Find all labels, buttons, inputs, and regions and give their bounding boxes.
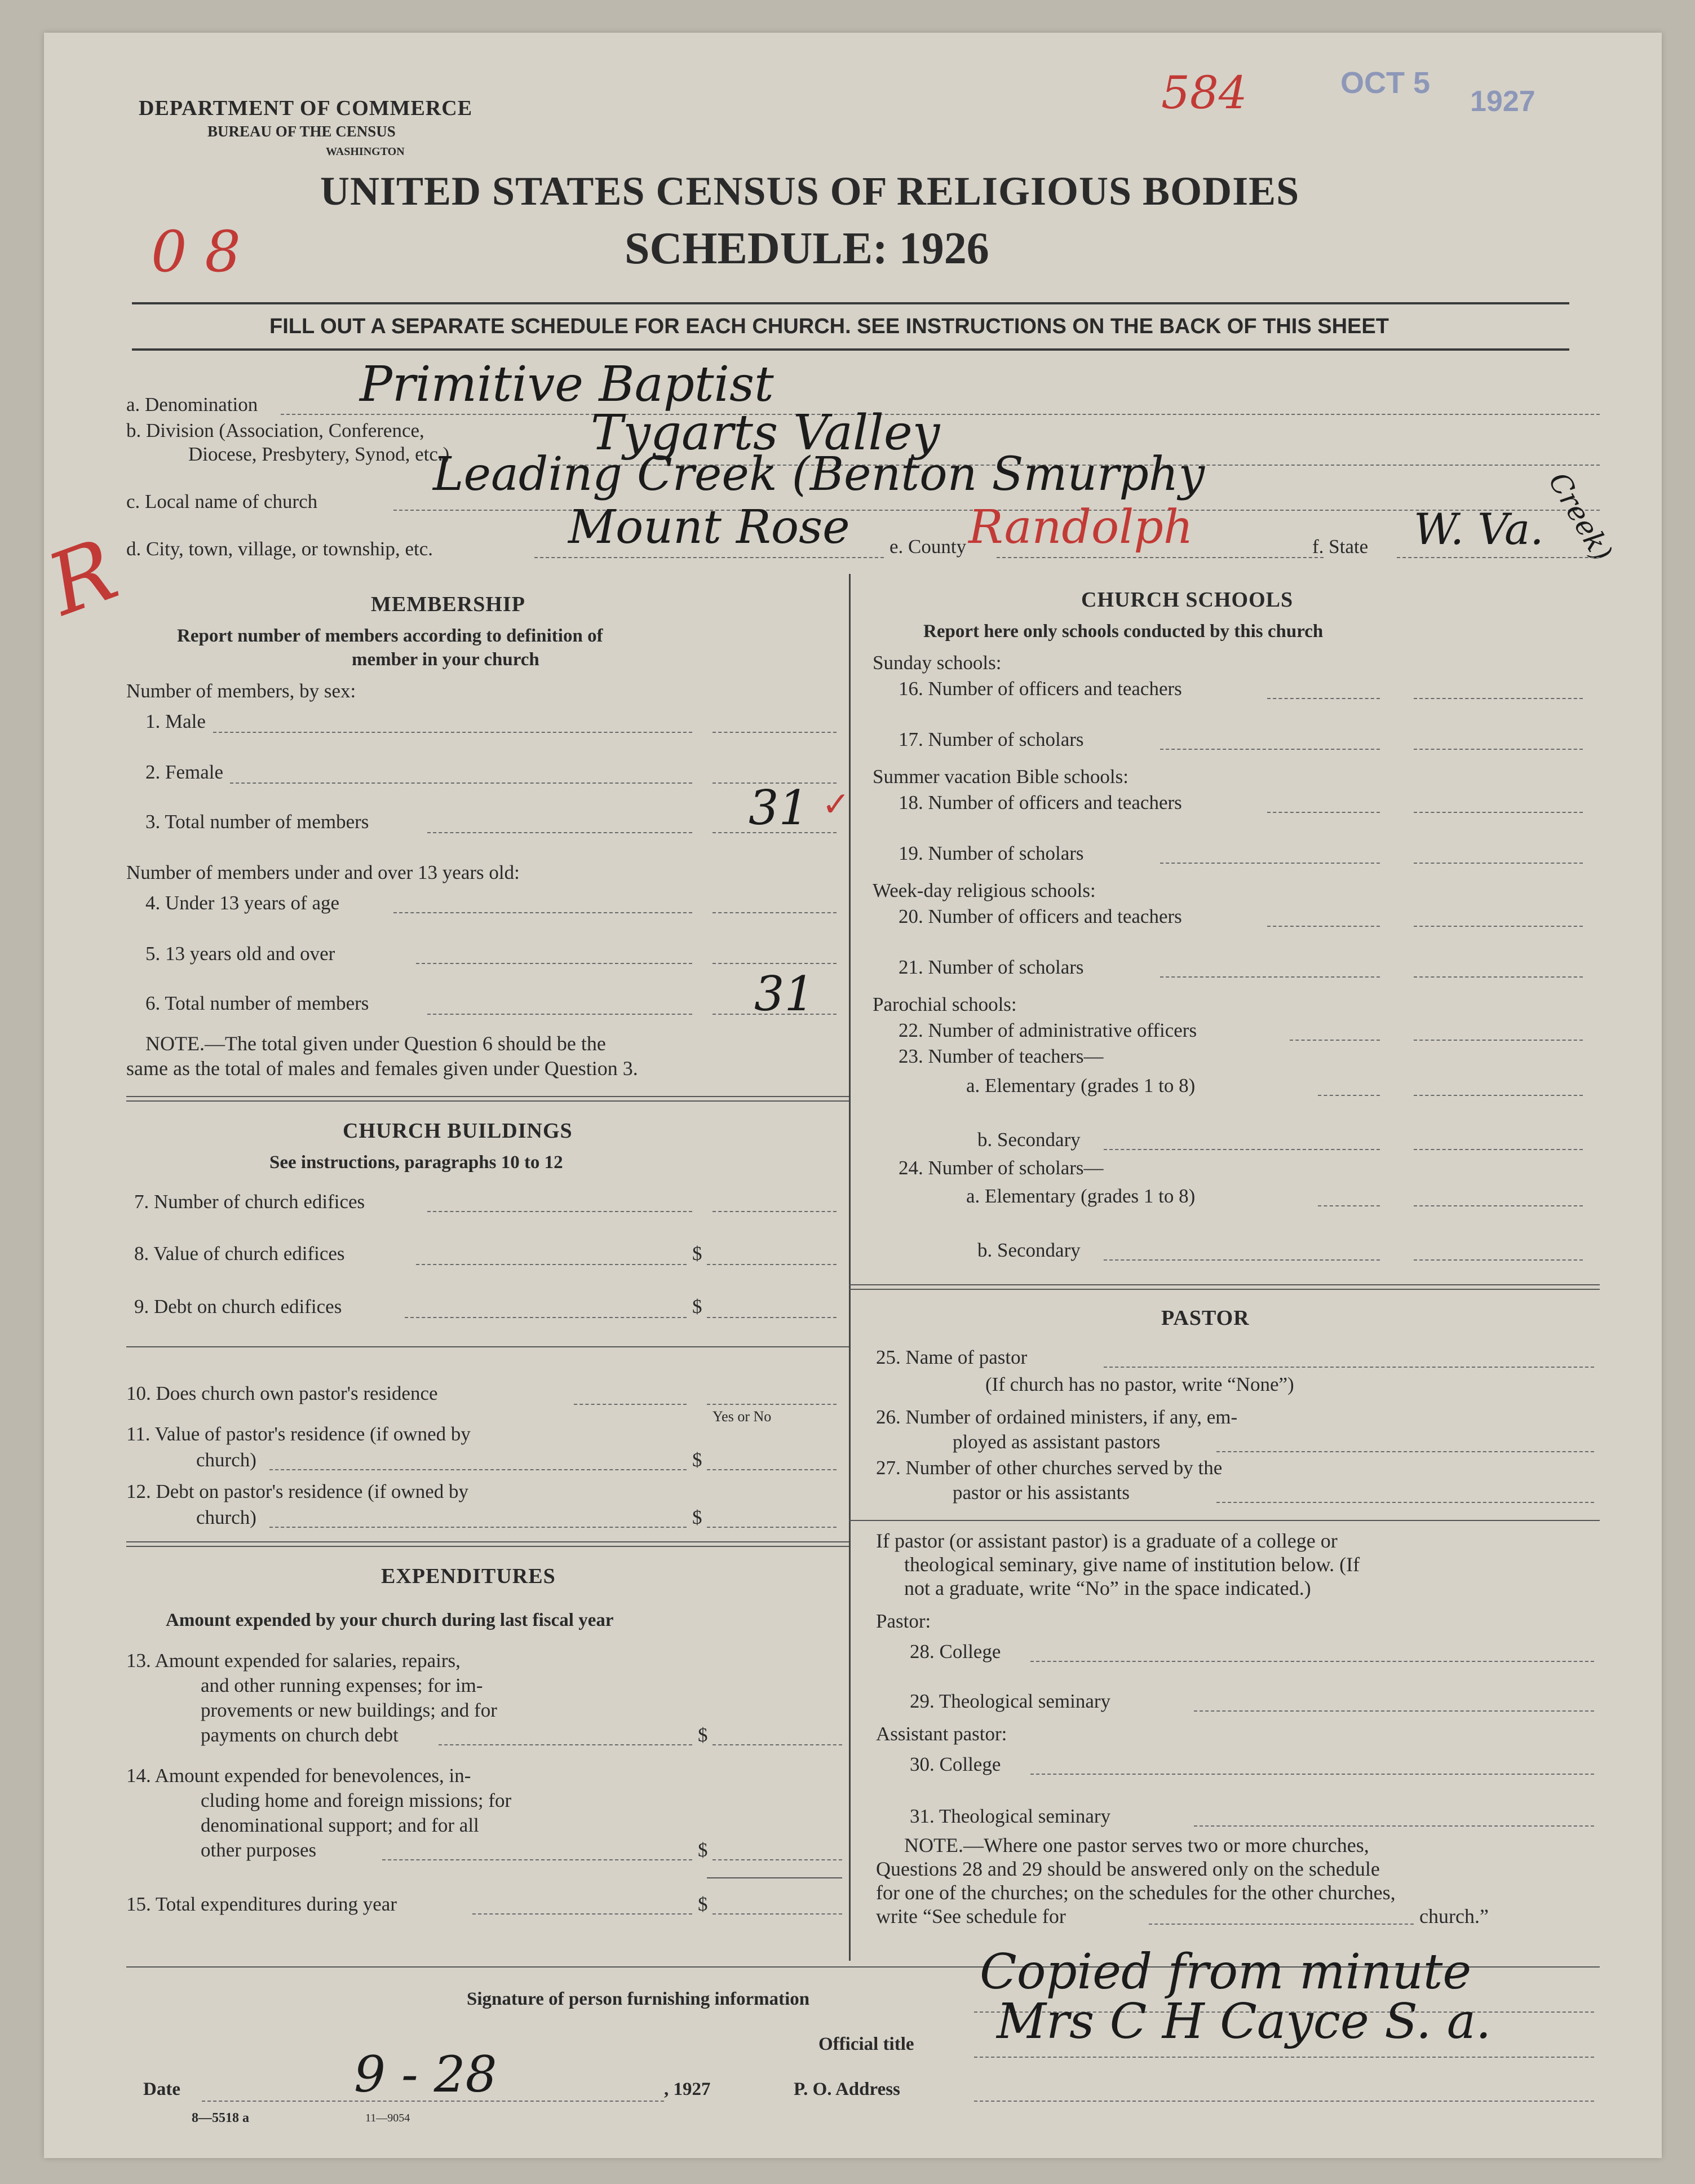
scholars-secondary-label: b. Secondary	[977, 1239, 1081, 1261]
membership-rule-double	[126, 1100, 849, 1102]
total-expenditures-dollar: $	[698, 1893, 708, 1915]
pastor-seminary-line[interactable]	[1194, 1710, 1594, 1712]
date-stamp: OCT 5	[1340, 66, 1431, 100]
benevolences-label-4: other purposes	[201, 1839, 317, 1861]
summer-officers-dots	[1267, 812, 1380, 813]
buildings-rule-double	[126, 1546, 849, 1547]
membership-note: NOTE.—The total given under Question 6 should be the	[145, 1032, 606, 1055]
pastor-note-2: Questions 28 and 29 should be answered only on the schedule	[876, 1858, 1380, 1880]
total-expenditures-field[interactable]	[712, 1913, 842, 1915]
expenditures-sum-rule	[707, 1877, 842, 1878]
weekday-officers-label: 20. Number of officers and teachers	[899, 905, 1182, 927]
total-members-label: 3. Total number of members	[145, 811, 369, 833]
schedule-title: SCHEDULE: 1926	[625, 224, 989, 273]
under-13-field[interactable]	[712, 912, 837, 913]
po-address-line[interactable]	[974, 2101, 1594, 2102]
total-members-age-label: 6. Total number of members	[145, 992, 369, 1014]
weekday-officers-dots	[1267, 926, 1380, 927]
schools-subtitle: Report here only schools conducted by this church	[923, 621, 1324, 642]
census-schedule-sheet	[36, 33, 1662, 2158]
assistant-seminary-label: 31. Theological seminary	[910, 1805, 1111, 1827]
edifice-value-dots	[416, 1264, 687, 1265]
residence-debt-field[interactable]	[707, 1527, 837, 1528]
county-label: e. County	[889, 536, 967, 558]
summer-scholars-field[interactable]	[1414, 863, 1583, 864]
sunday-officers-dots	[1267, 698, 1380, 699]
pastor-seminary-label: 29. Theological seminary	[910, 1690, 1111, 1712]
denomination-value[interactable]: Primitive Baptist	[360, 356, 774, 413]
running-expenses-label-4: payments on church debt	[201, 1724, 399, 1746]
weekday-officers-field[interactable]	[1414, 926, 1583, 927]
sunday-schools-label: Sunday schools:	[873, 652, 1002, 674]
buildings-mid-rule	[126, 1346, 849, 1347]
parochial-schools-label: Parochial schools:	[873, 993, 1017, 1015]
official-title-label: Official title	[818, 2034, 914, 2054]
pastor-name-line[interactable]	[1104, 1367, 1594, 1368]
instruction-banner: FILL OUT A SEPARATE SCHEDULE FOR EACH CHURCH. SEE INSTRUCTIONS ON THE BACK OF THIS SHEET	[269, 315, 1389, 338]
male-field[interactable]	[712, 732, 837, 733]
over-13-field[interactable]	[712, 963, 837, 964]
parochial-admin-dots	[1290, 1040, 1380, 1041]
bureau-city: WASHINGTON	[326, 145, 405, 158]
by-sex-label: Number of members, by sex:	[126, 680, 356, 702]
residence-own-label: 10. Does church own pastor's residence	[126, 1382, 438, 1404]
date-value[interactable]: 9 - 28	[354, 2045, 497, 2103]
membership-note-cont: same as the total of males and females given under Question 3.	[126, 1057, 638, 1080]
edifice-count-field[interactable]	[712, 1211, 837, 1212]
other-churches-line[interactable]	[1216, 1502, 1594, 1503]
schools-rule-double	[849, 1289, 1600, 1290]
benevolences-field[interactable]	[712, 1859, 842, 1860]
sunday-scholars-label: 17. Number of scholars	[899, 728, 1084, 750]
teachers-elementary-field[interactable]	[1414, 1095, 1583, 1096]
pastor-college-label: 28. College	[910, 1641, 1001, 1663]
print-number: 11—9054	[365, 2112, 410, 2124]
parochial-admin-label: 22. Number of administrative officers	[899, 1019, 1197, 1041]
pastor-note-5: church.”	[1419, 1905, 1489, 1927]
denomination-line	[281, 414, 1600, 415]
sunday-officers-label: 16. Number of officers and teachers	[899, 678, 1182, 700]
header-rule-bottom	[132, 348, 1569, 351]
edifice-debt-label: 9. Debt on church edifices	[134, 1296, 342, 1318]
summer-officers-label: 18. Number of officers and teachers	[899, 792, 1182, 814]
parochial-scholars-label: 24. Number of scholars—	[899, 1157, 1104, 1179]
assistant-ministers-label-cont: ployed as assistant pastors	[953, 1431, 1161, 1453]
benevolences-label: 14. Amount expended for benevolences, in-	[126, 1765, 471, 1787]
teachers-secondary-label: b. Secondary	[977, 1129, 1081, 1151]
see-schedule-line[interactable]	[1149, 1924, 1414, 1925]
signature-value[interactable]: Copied from minute	[980, 1944, 1472, 2000]
buildings-subtitle: See instructions, paragraphs 10 to 12	[269, 1152, 563, 1173]
scholars-elementary-label: a. Elementary (grades 1 to 8)	[966, 1185, 1196, 1207]
department-name: DEPARTMENT OF COMMERCE	[139, 96, 473, 120]
edifice-value-field[interactable]	[707, 1264, 837, 1265]
total-members-age-dots	[427, 1014, 692, 1015]
teachers-secondary-dots	[1104, 1149, 1380, 1150]
assistant-pastor-subheading: Assistant pastor:	[876, 1723, 1007, 1745]
other-churches-label: 27. Number of other churches served by the	[876, 1457, 1223, 1479]
edifice-debt-dots	[405, 1317, 687, 1318]
under-13-dots	[393, 912, 692, 913]
local-name-note: Creek)	[1542, 467, 1619, 567]
residence-value-dots	[269, 1469, 687, 1470]
female-dots	[230, 782, 692, 784]
over-13-label: 5. 13 years old and over	[145, 943, 335, 965]
benevolences-dollar: $	[698, 1839, 708, 1861]
residence-value-field[interactable]	[707, 1469, 837, 1470]
expenditures-subtitle: Amount expended by your church during last fiscal year	[166, 1610, 614, 1630]
scholars-elementary-field[interactable]	[1414, 1205, 1583, 1206]
running-expenses-dollar: $	[698, 1724, 708, 1746]
division-label: b. Division (Association, Conference,	[126, 419, 424, 441]
graduate-note: If pastor (or assistant pastor) is a graduate of a college or	[876, 1529, 1338, 1552]
weekday-scholars-field[interactable]	[1414, 976, 1583, 978]
teachers-elementary-label: a. Elementary (grades 1 to 8)	[966, 1075, 1196, 1097]
total-expenditures-dots	[472, 1913, 692, 1915]
residence-debt-dots	[269, 1527, 687, 1528]
form-title: UNITED STATES CENSUS OF RELIGIOUS BODIES	[320, 169, 1300, 214]
weekday-schools-label: Week-day religious schools:	[873, 879, 1096, 901]
edifice-value-dollar: $	[692, 1243, 702, 1265]
summer-officers-field[interactable]	[1414, 812, 1583, 813]
residence-value-label: 11. Value of pastor's residence (if owned by	[126, 1423, 471, 1445]
membership-subtitle: Report number of members according to definition of	[177, 626, 603, 646]
local-name-value[interactable]: Leading Creek (Benton Smurphy	[433, 448, 1205, 501]
scholars-elementary-dots	[1318, 1205, 1380, 1206]
parochial-teachers-label: 23. Number of teachers—	[899, 1045, 1104, 1067]
edifice-value-label: 8. Value of church edifices	[134, 1243, 345, 1265]
pastor-college-line[interactable]	[1030, 1661, 1594, 1662]
red-number-annotation: 584	[1161, 67, 1247, 119]
city-label: d. City, town, village, or township, etc.	[126, 538, 433, 560]
graduate-note-2: theological seminary, give name of institution below. (If	[904, 1553, 1360, 1576]
parochial-admin-field[interactable]	[1414, 1040, 1583, 1041]
division-value[interactable]: Tygarts Valley	[591, 405, 940, 461]
summer-scholars-dots	[1160, 863, 1380, 864]
scholars-secondary-field[interactable]	[1414, 1259, 1583, 1261]
edifice-debt-field[interactable]	[707, 1317, 837, 1318]
assistant-ministers-label: 26. Number of ordained ministers, if any, em-	[876, 1406, 1238, 1428]
benevolences-label-2: cluding home and foreign missions; for	[201, 1789, 512, 1811]
pastor-note: NOTE.—Where one pastor serves two or more churches,	[904, 1834, 1369, 1856]
benevolences-label-3: denominational support; and for all	[201, 1814, 479, 1836]
signature-label: Signature of person furnishing information	[467, 1989, 810, 2009]
pastor-name-note: (If church has no pastor, write “None”)	[985, 1373, 1294, 1395]
division-label-cont: Diocese, Presbytery, Synod, etc.)	[188, 443, 450, 465]
city-line	[534, 557, 884, 558]
sunday-scholars-field[interactable]	[1414, 749, 1583, 750]
year-stamp: 1927	[1470, 85, 1535, 118]
edifice-count-label: 7. Number of church edifices	[134, 1191, 365, 1213]
pastor-title: PASTOR	[1161, 1306, 1250, 1330]
schools-rule	[849, 1284, 1600, 1285]
residence-value-label-cont: church)	[196, 1449, 256, 1471]
running-expenses-label-3: provements or new buildings; and for	[201, 1699, 497, 1721]
expenditures-title: EXPENDITURES	[381, 1564, 556, 1588]
red-check-mark: ✓	[822, 786, 851, 823]
running-expenses-dots	[439, 1744, 692, 1745]
graduate-note-3: not a graduate, write “No” in the space indicated.)	[904, 1577, 1311, 1599]
bureau-name: BUREAU OF THE CENSUS	[207, 123, 396, 140]
weekday-scholars-dots	[1160, 976, 1380, 978]
column-divider	[849, 574, 851, 1961]
header-rule-top	[132, 302, 1569, 304]
benevolences-dots	[382, 1859, 692, 1860]
under-13-label: 4. Under 13 years of age	[145, 892, 340, 914]
residence-debt-label: 12. Debt on pastor's residence (if owned by	[126, 1480, 468, 1502]
state-label: f. State	[1312, 536, 1369, 558]
denomination-label: a. Denomination	[126, 394, 258, 415]
running-expenses-field[interactable]	[712, 1744, 842, 1745]
red-letter-annotation: R	[36, 520, 130, 635]
buildings-rule	[126, 1541, 849, 1542]
buildings-title: CHURCH BUILDINGS	[343, 1119, 573, 1143]
membership-rule	[126, 1096, 849, 1097]
pastor-subheading: Pastor:	[876, 1610, 931, 1632]
official-title-line	[974, 2057, 1594, 2058]
membership-title: MEMBERSHIP	[371, 593, 525, 616]
assistant-seminary-line[interactable]	[1194, 1825, 1594, 1827]
pastor-rule	[849, 1520, 1600, 1521]
yes-no-hint: Yes or No	[712, 1408, 772, 1425]
total-members-value: 31	[749, 780, 809, 835]
pastor-note-4: write “See schedule for	[876, 1905, 1066, 1927]
running-expenses-label-2: and other running expenses; for im-	[201, 1674, 483, 1696]
residence-own-dots	[574, 1404, 687, 1405]
total-expenditures-label: 15. Total expenditures during year	[126, 1893, 397, 1915]
male-label: 1. Male	[145, 710, 206, 732]
membership-subtitle-cont: member in your church	[352, 649, 539, 670]
local-name-label: c. Local name of church	[126, 490, 318, 512]
teachers-secondary-field[interactable]	[1414, 1149, 1583, 1150]
residence-debt-label-cont: church)	[196, 1506, 256, 1528]
red-code-annotation: 0 8	[151, 219, 241, 285]
county-value[interactable]: Randolph	[968, 501, 1193, 554]
scholars-secondary-dots	[1104, 1259, 1380, 1261]
edifice-debt-dollar: $	[692, 1296, 702, 1318]
state-value[interactable]: W. Va.	[1414, 504, 1544, 554]
sunday-scholars-dots	[1160, 749, 1380, 750]
residence-own-field[interactable]	[707, 1404, 837, 1405]
other-churches-label-cont: pastor or his assistants	[953, 1482, 1130, 1504]
over-13-dots	[416, 963, 692, 964]
edifice-count-dots	[427, 1211, 692, 1212]
summer-schools-label: Summer vacation Bible schools:	[873, 766, 1128, 788]
county-line	[997, 557, 1324, 558]
city-value[interactable]: Mount Rose	[568, 501, 850, 554]
date-year: , 1927	[664, 2079, 711, 2099]
assistant-college-line[interactable]	[1030, 1774, 1594, 1775]
female-label: 2. Female	[145, 761, 224, 783]
teachers-elementary-dots	[1318, 1095, 1380, 1096]
running-expenses-label: 13. Amount expended for salaries, repairs,	[126, 1650, 461, 1672]
date-label: Date	[143, 2079, 180, 2099]
residence-debt-dollar: $	[692, 1506, 702, 1528]
weekday-scholars-label: 21. Number of scholars	[899, 956, 1084, 978]
state-line	[1397, 557, 1600, 558]
pastor-name-label: 25. Name of pastor	[876, 1346, 1028, 1368]
assistant-ministers-line[interactable]	[1216, 1451, 1594, 1452]
total-members-age-value: 31	[754, 966, 815, 1022]
residence-value-dollar: $	[692, 1449, 702, 1471]
pastor-note-3: for one of the churches; on the schedules for the other churches,	[876, 1881, 1396, 1904]
assistant-college-label: 30. College	[910, 1753, 1001, 1775]
schools-title: CHURCH SCHOOLS	[1081, 588, 1294, 612]
total-members-dots	[427, 832, 692, 833]
sunday-officers-field[interactable]	[1414, 698, 1583, 699]
by-age-label: Number of members under and over 13 years old:	[126, 861, 520, 883]
male-dots	[213, 732, 692, 733]
official-title-value[interactable]: Mrs C H Cayce S. a.	[997, 1993, 1492, 2050]
form-number: 8—5518 a	[192, 2111, 249, 2125]
summer-scholars-label: 19. Number of scholars	[899, 842, 1084, 864]
po-address-label: P. O. Address	[794, 2079, 900, 2099]
